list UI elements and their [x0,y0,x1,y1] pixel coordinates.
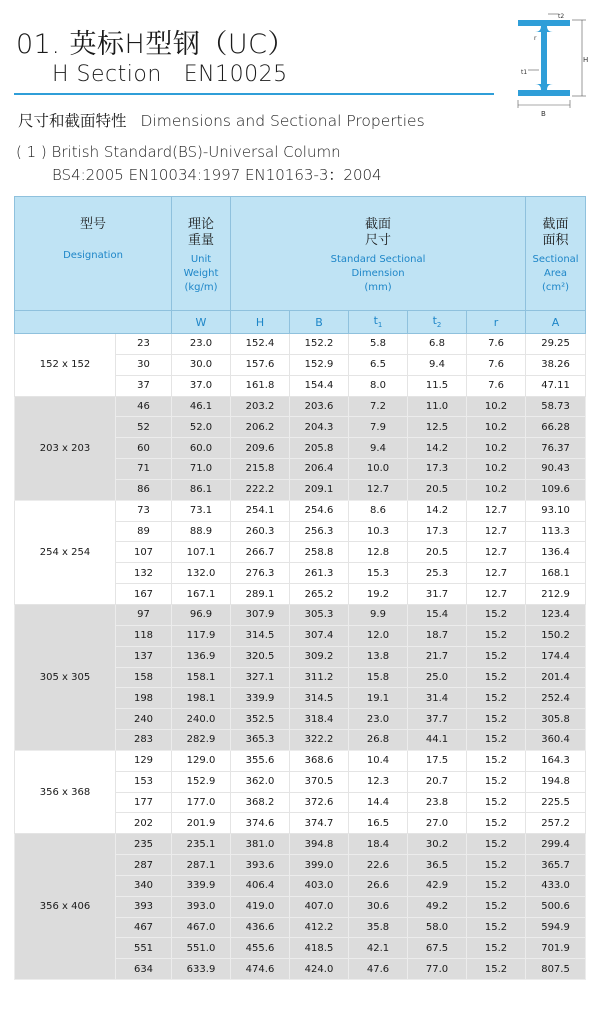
table-cell: 9.4 [408,354,467,375]
table-cell: 168.1 [526,563,586,584]
table-cell: 205.8 [290,438,349,459]
table-cell: 161.8 [231,375,290,396]
table-cell: 10.0 [349,459,408,480]
table-cell: 174.4 [526,646,586,667]
table-cell: 52 [116,417,172,438]
table-cell: 15.2 [467,771,526,792]
table-cell: 393.0 [172,896,231,917]
table-cell: 19.1 [349,688,408,709]
table-cell: 96.9 [172,604,231,625]
table-cell: 67.5 [408,938,467,959]
table-cell: 403.0 [290,875,349,896]
table-cell: 150.2 [526,625,586,646]
table-cell: 35.8 [349,917,408,938]
table-cell: 393 [116,896,172,917]
table-cell: 322.2 [290,730,349,751]
table-cell: 15.2 [467,938,526,959]
table-cell: 90.43 [526,459,586,480]
table-cell: 240 [116,709,172,730]
table-cell: 10.2 [467,417,526,438]
table-cell: 314.5 [290,688,349,709]
table-cell: 436.6 [231,917,290,938]
table-cell: 254.6 [290,500,349,521]
table-cell: 152.4 [231,334,290,355]
table-cell: 15.2 [467,855,526,876]
table-cell: 283 [116,730,172,751]
table-cell: 424.0 [290,959,349,980]
table-cell: 60.0 [172,438,231,459]
table-cell: 152.2 [290,334,349,355]
table-cell: 7.6 [467,375,526,396]
table-cell: 152.9 [290,354,349,375]
table-cell: 13.8 [349,646,408,667]
table-cell: 257.2 [526,813,586,834]
table-cell: 311.2 [290,667,349,688]
table-cell: 21.7 [408,646,467,667]
table-cell: 25.3 [408,563,467,584]
group-designation: 356 x 368 [15,750,116,833]
table-cell: 47.6 [349,959,408,980]
table-cell: 235.1 [172,834,231,855]
table-cell: 551 [116,938,172,959]
table-cell: 129 [116,750,172,771]
table-cell: 266.7 [231,542,290,563]
group-designation: 152 x 152 [15,334,116,397]
table-cell: 8.6 [349,500,408,521]
group-designation: 203 x 203 [15,396,116,500]
table-cell: 12.7 [349,479,408,500]
table-cell: 305.8 [526,709,586,730]
table-cell: 15.2 [467,688,526,709]
table-cell: 12.7 [467,500,526,521]
table-cell: 89 [116,521,172,542]
table-cell: 10.2 [467,459,526,480]
table-cell: 198 [116,688,172,709]
table-cell: 254.1 [231,500,290,521]
table-cell: 500.6 [526,896,586,917]
table-cell: 37 [116,375,172,396]
table-cell: 299.4 [526,834,586,855]
table-cell: 5.8 [349,334,408,355]
table-cell: 352.5 [231,709,290,730]
diagram-label-r: r [534,35,537,42]
table-cell: 412.2 [290,917,349,938]
table-cell: 31.7 [408,584,467,605]
table-cell: 339.9 [172,875,231,896]
table-cell: 370.5 [290,771,349,792]
table-cell: 15.8 [349,667,408,688]
table-cell: 152.9 [172,771,231,792]
table-cell: 30.0 [172,354,231,375]
table-cell: 167.1 [172,584,231,605]
table-cell: 27.0 [408,813,467,834]
table-cell: 88.9 [172,521,231,542]
table-cell: 25.0 [408,667,467,688]
group-designation: 254 x 254 [15,500,116,604]
table-cell: 23.8 [408,792,467,813]
table-cell: 37.0 [172,375,231,396]
designation-header: 型号 Designation [15,197,172,311]
table-cell: 31.4 [408,688,467,709]
table-cell: 551.0 [172,938,231,959]
table-row [15,396,586,417]
unit-b: B [290,311,349,334]
table-cell: 38.26 [526,354,586,375]
table-cell: 634 [116,959,172,980]
table-row [15,500,586,521]
table-cell: 209.6 [231,438,290,459]
table-cell: 158.1 [172,667,231,688]
table-cell: 11.0 [408,396,467,417]
table-row [15,604,586,625]
table-cell: 23.0 [349,709,408,730]
table-cell: 86.1 [172,479,231,500]
table-cell: 15.2 [467,792,526,813]
table-cell: 12.7 [467,521,526,542]
table-cell: 15.2 [467,730,526,751]
table-cell: 30 [116,354,172,375]
table-cell: 117.9 [172,625,231,646]
table-cell: 177.0 [172,792,231,813]
table-cell: 15.2 [467,667,526,688]
table-cell: 66.28 [526,417,586,438]
table-row [15,834,586,855]
table-cell: 309.2 [290,646,349,667]
table-cell: 314.5 [231,625,290,646]
table-cell: 60 [116,438,172,459]
table-cell: 14.2 [408,500,467,521]
page-title: 01. 英标H型钢（UC） [16,29,295,60]
table-cell: 12.0 [349,625,408,646]
table-cell: 355.6 [231,750,290,771]
table-cell: 137 [116,646,172,667]
table-cell: 222.2 [231,479,290,500]
table-cell: 73.1 [172,500,231,521]
unit-w: W [172,311,231,334]
table-cell: 23.0 [172,334,231,355]
table-cell: 42.1 [349,938,408,959]
table-row [15,334,586,355]
table-cell: 307.9 [231,604,290,625]
group-designation: 356 x 406 [15,834,116,980]
table-cell: 42.9 [408,875,467,896]
group-designation: 305 x 305 [15,604,116,750]
table-cell: 365.7 [526,855,586,876]
table-cell: 276.3 [231,563,290,584]
table-cell: 15.4 [408,604,467,625]
table-cell: 206.4 [290,459,349,480]
table-cell: 374.6 [231,813,290,834]
table-cell: 26.8 [349,730,408,751]
title-divider [14,93,494,95]
table-cell: 19.2 [349,584,408,605]
section-heading-zh: 尺寸和截面特性 [18,112,127,130]
table-cell: 129.0 [172,750,231,771]
dimension-header: 截面 尺寸 Standard Sectional Dimension (mm) [231,197,526,311]
table-cell: 113.3 [526,521,586,542]
table-cell: 123.4 [526,604,586,625]
table-cell: 235 [116,834,172,855]
table-cell: 10.2 [467,479,526,500]
table-cell: 206.2 [231,417,290,438]
table-cell: 399.0 [290,855,349,876]
table-cell: 7.6 [467,334,526,355]
section-heading-en: Dimensions and Sectional Properties [140,112,425,130]
table-cell: 177 [116,792,172,813]
table-cell: 12.7 [467,584,526,605]
table-cell: 360.4 [526,730,586,751]
table-cell: 15.2 [467,750,526,771]
table-cell: 76.37 [526,438,586,459]
table-cell: 11.5 [408,375,467,396]
table-cell: 154.4 [290,375,349,396]
table-cell: 132.0 [172,563,231,584]
table-cell: 15.2 [467,896,526,917]
table-cell: 419.0 [231,896,290,917]
table-cell: 10.4 [349,750,408,771]
table-cell: 23 [116,334,172,355]
unit-blank [15,311,172,334]
table-cell: 9.9 [349,604,408,625]
table-cell: 97 [116,604,172,625]
table-cell: 71 [116,459,172,480]
table-cell: 30.6 [349,896,408,917]
table-cell: 12.8 [349,542,408,563]
table-cell: 167 [116,584,172,605]
table-cell: 305.3 [290,604,349,625]
table-cell: 15.2 [467,875,526,896]
table-cell: 240.0 [172,709,231,730]
unit-t2: $t_2$ [408,311,467,334]
table-cell: 17.3 [408,521,467,542]
table-cell: 15.2 [467,625,526,646]
table-cell: 30.2 [408,834,467,855]
table-cell: 118 [116,625,172,646]
table-cell: 20.7 [408,771,467,792]
diagram-label-b: B [541,110,546,118]
table-cell: 381.0 [231,834,290,855]
diagram-label-h: H [583,56,589,64]
table-cell: 198.1 [172,688,231,709]
table-cell: 455.6 [231,938,290,959]
table-cell: 15.2 [467,646,526,667]
table-cell: 433.0 [526,875,586,896]
diagram-label-t1: t1 [521,69,528,76]
table-cell: 327.1 [231,667,290,688]
table-cell: 22.6 [349,855,408,876]
table-cell: 15.2 [467,604,526,625]
table-cell: 258.8 [290,542,349,563]
table-cell: 36.5 [408,855,467,876]
table-cell: 14.2 [408,438,467,459]
table-cell: 6.5 [349,354,408,375]
table-cell: 44.1 [408,730,467,751]
section-heading [18,109,425,131]
table-cell: 9.4 [349,438,408,459]
table-cell: 287.1 [172,855,231,876]
table-cell: 107 [116,542,172,563]
table-cell: 47.11 [526,375,586,396]
table-cell: 49.2 [408,896,467,917]
table-cell: 202 [116,813,172,834]
table-cell: 109.6 [526,479,586,500]
table-cell: 20.5 [408,542,467,563]
table-cell: 407.0 [290,896,349,917]
table-cell: 474.6 [231,959,290,980]
unit-h: H [231,311,290,334]
table-cell: 46 [116,396,172,417]
area-header: 截面 面积 Sectional Area (cm²) [526,197,586,311]
table-cell: 393.6 [231,855,290,876]
table-cell: 17.3 [408,459,467,480]
table-cell: 260.3 [231,521,290,542]
table-cell: 15.2 [467,834,526,855]
standard-name: ( 1 ) British Standard(BS)-Universal Column [16,143,341,161]
table-cell: 157.6 [231,354,290,375]
table-cell: 701.9 [526,938,586,959]
table-cell: 215.8 [231,459,290,480]
table-cell: 7.6 [467,354,526,375]
section-properties-table [14,196,586,980]
table-cell: 46.1 [172,396,231,417]
unit-r: r [467,311,526,334]
table-cell: 136.9 [172,646,231,667]
standard-code: EN10025 [183,62,288,87]
table-cell: 362.0 [231,771,290,792]
unit-a: A [526,311,586,334]
table-cell: 7.9 [349,417,408,438]
table-cell: 467.0 [172,917,231,938]
table-cell: 256.3 [290,521,349,542]
table-cell: 368.6 [290,750,349,771]
table-cell: 10.2 [467,438,526,459]
table-cell: 6.8 [408,334,467,355]
table-cell: 15.3 [349,563,408,584]
table-cell: 29.25 [526,334,586,355]
table-cell: 282.9 [172,730,231,751]
table-cell: 807.5 [526,959,586,980]
table-cell: 8.0 [349,375,408,396]
section-name: H Section [52,62,162,87]
table-cell: 164.3 [526,750,586,771]
table-cell: 73 [116,500,172,521]
table-cell: 406.4 [231,875,290,896]
table-cell: 15.2 [467,709,526,730]
table-cell: 209.1 [290,479,349,500]
table-cell: 394.8 [290,834,349,855]
table-body [15,334,586,980]
table-cell: 340 [116,875,172,896]
table-cell: 18.7 [408,625,467,646]
table-cell: 86 [116,479,172,500]
table-cell: 153 [116,771,172,792]
table-cell: 201.9 [172,813,231,834]
table-cell: 58.73 [526,396,586,417]
table-cell: 307.4 [290,625,349,646]
table-cell: 212.9 [526,584,586,605]
table-cell: 93.10 [526,500,586,521]
table-cell: 339.9 [231,688,290,709]
table-cell: 10.2 [467,396,526,417]
table-cell: 16.5 [349,813,408,834]
table-cell: 26.6 [349,875,408,896]
table-cell: 594.9 [526,917,586,938]
table-cell: 14.4 [349,792,408,813]
table-cell: 52.0 [172,417,231,438]
table-cell: 12.3 [349,771,408,792]
table-cell: 201.4 [526,667,586,688]
table-cell: 368.2 [231,792,290,813]
table-cell: 318.4 [290,709,349,730]
table-cell: 203.6 [290,396,349,417]
table-cell: 15.2 [467,917,526,938]
table-cell: 194.8 [526,771,586,792]
table-cell: 17.5 [408,750,467,771]
table-cell: 77.0 [408,959,467,980]
table-cell: 372.6 [290,792,349,813]
table-cell: 320.5 [231,646,290,667]
unit-t1: $t_1$ [349,311,408,334]
table-cell: 265.2 [290,584,349,605]
table-cell: 15.2 [467,813,526,834]
table-cell: 633.9 [172,959,231,980]
table-cell: 136.4 [526,542,586,563]
table-cell: 418.5 [290,938,349,959]
page-subtitle [52,62,288,87]
table-cell: 204.3 [290,417,349,438]
table-row [15,750,586,771]
table-cell: 203.2 [231,396,290,417]
table-cell: 37.7 [408,709,467,730]
table-cell: 58.0 [408,917,467,938]
table-cell: 132 [116,563,172,584]
table-cell: 261.3 [290,563,349,584]
table-cell: 289.1 [231,584,290,605]
table-cell: 12.7 [467,542,526,563]
table-cell: 15.2 [467,959,526,980]
table-cell: 374.7 [290,813,349,834]
table-cell: 225.5 [526,792,586,813]
table-cell: 12.5 [408,417,467,438]
table-cell: 365.3 [231,730,290,751]
table-cell: 71.0 [172,459,231,480]
table-cell: 107.1 [172,542,231,563]
table-cell: 20.5 [408,479,467,500]
table-cell: 18.4 [349,834,408,855]
weight-header: 理论 重量 Unit Weight (kg/m) [172,197,231,311]
table-cell: 467 [116,917,172,938]
table-cell: 287 [116,855,172,876]
table-cell: 158 [116,667,172,688]
table-cell: 12.7 [467,563,526,584]
table-cell: 10.3 [349,521,408,542]
diagram-label-t2: t2 [558,13,565,20]
table-cell: 252.4 [526,688,586,709]
table-cell: 7.2 [349,396,408,417]
h-section-diagram-icon [506,12,598,122]
standard-codes: BS4:2005 EN10034:1997 EN10163-3：2004 [52,166,382,184]
